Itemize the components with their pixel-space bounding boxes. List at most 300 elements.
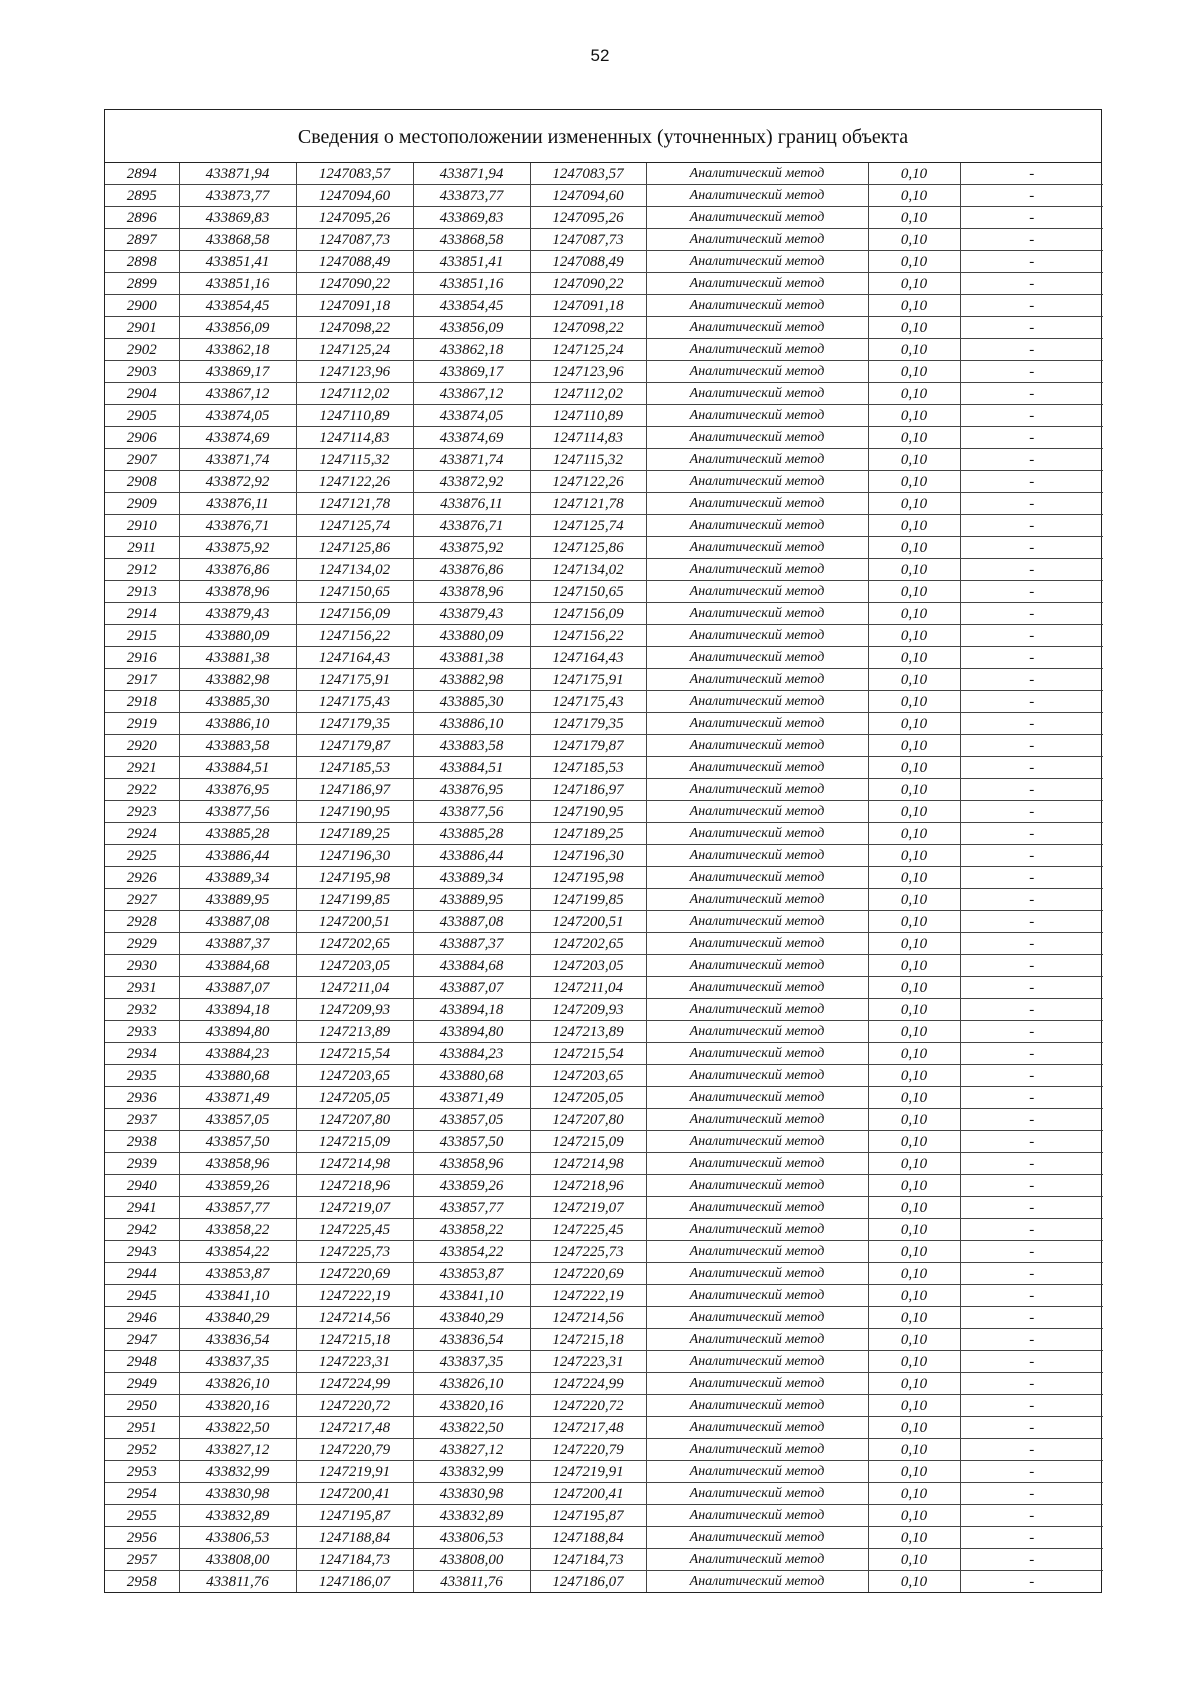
y-new-cell: 1247122,26 bbox=[530, 471, 646, 493]
accuracy-cell: 0,10 bbox=[868, 1571, 960, 1593]
point-number-cell: 2946 bbox=[105, 1307, 179, 1329]
x-old-cell: 433808,00 bbox=[179, 1549, 296, 1571]
method-cell: Аналитический метод bbox=[646, 163, 868, 185]
table-row bbox=[105, 999, 1103, 1021]
x-old-cell: 433871,49 bbox=[179, 1087, 296, 1109]
table-body bbox=[105, 163, 1103, 1592]
method-cell: Аналитический метод bbox=[646, 1329, 868, 1351]
y-old-cell: 1247220,69 bbox=[296, 1263, 413, 1285]
accuracy-cell: 0,10 bbox=[868, 625, 960, 647]
accuracy-cell: 0,10 bbox=[868, 251, 960, 273]
y-old-cell: 1247202,65 bbox=[296, 933, 413, 955]
accuracy-cell: 0,10 bbox=[868, 801, 960, 823]
x-old-cell: 433857,05 bbox=[179, 1109, 296, 1131]
point-number-cell: 2933 bbox=[105, 1021, 179, 1043]
table-row bbox=[105, 581, 1103, 603]
y-new-cell: 1247125,86 bbox=[530, 537, 646, 559]
description-cell: - bbox=[960, 801, 1103, 823]
x-old-cell: 433887,08 bbox=[179, 911, 296, 933]
point-number-cell: 2901 bbox=[105, 317, 179, 339]
table-row bbox=[105, 1241, 1103, 1263]
x-new-cell: 433832,99 bbox=[413, 1461, 530, 1483]
method-cell: Аналитический метод bbox=[646, 801, 868, 823]
y-new-cell: 1247112,02 bbox=[530, 383, 646, 405]
method-cell: Аналитический метод bbox=[646, 361, 868, 383]
point-number-cell: 2930 bbox=[105, 955, 179, 977]
y-old-cell: 1247209,93 bbox=[296, 999, 413, 1021]
y-old-cell: 1247175,91 bbox=[296, 669, 413, 691]
accuracy-cell: 0,10 bbox=[868, 889, 960, 911]
y-new-cell: 1247150,65 bbox=[530, 581, 646, 603]
table-row bbox=[105, 273, 1103, 295]
description-cell: - bbox=[960, 1417, 1103, 1439]
x-new-cell: 433879,43 bbox=[413, 603, 530, 625]
point-number-cell: 2957 bbox=[105, 1549, 179, 1571]
x-old-cell: 433887,37 bbox=[179, 933, 296, 955]
method-cell: Аналитический метод bbox=[646, 1219, 868, 1241]
x-old-cell: 433840,29 bbox=[179, 1307, 296, 1329]
accuracy-cell: 0,10 bbox=[868, 449, 960, 471]
accuracy-cell: 0,10 bbox=[868, 1417, 960, 1439]
x-new-cell: 433894,18 bbox=[413, 999, 530, 1021]
point-number-cell: 2952 bbox=[105, 1439, 179, 1461]
accuracy-cell: 0,10 bbox=[868, 471, 960, 493]
accuracy-cell: 0,10 bbox=[868, 955, 960, 977]
y-new-cell: 1247095,26 bbox=[530, 207, 646, 229]
point-number-cell: 2947 bbox=[105, 1329, 179, 1351]
description-cell: - bbox=[960, 1131, 1103, 1153]
y-new-cell: 1247217,48 bbox=[530, 1417, 646, 1439]
y-old-cell: 1247199,85 bbox=[296, 889, 413, 911]
x-new-cell: 433887,07 bbox=[413, 977, 530, 999]
accuracy-cell: 0,10 bbox=[868, 735, 960, 757]
accuracy-cell: 0,10 bbox=[868, 933, 960, 955]
y-old-cell: 1247125,24 bbox=[296, 339, 413, 361]
accuracy-cell: 0,10 bbox=[868, 185, 960, 207]
accuracy-cell: 0,10 bbox=[868, 1483, 960, 1505]
x-old-cell: 433871,74 bbox=[179, 449, 296, 471]
x-new-cell: 433887,37 bbox=[413, 933, 530, 955]
accuracy-cell: 0,10 bbox=[868, 1549, 960, 1571]
point-number-cell: 2916 bbox=[105, 647, 179, 669]
method-cell: Аналитический метод bbox=[646, 1263, 868, 1285]
accuracy-cell: 0,10 bbox=[868, 1219, 960, 1241]
table-row bbox=[105, 1417, 1103, 1439]
point-number-cell: 2903 bbox=[105, 361, 179, 383]
table-row bbox=[105, 1197, 1103, 1219]
description-cell: - bbox=[960, 999, 1103, 1021]
y-old-cell: 1247211,04 bbox=[296, 977, 413, 999]
point-number-cell: 2915 bbox=[105, 625, 179, 647]
method-cell: Аналитический метод bbox=[646, 757, 868, 779]
x-new-cell: 433871,94 bbox=[413, 163, 530, 185]
x-old-cell: 433867,12 bbox=[179, 383, 296, 405]
table-row bbox=[105, 493, 1103, 515]
y-old-cell: 1247122,26 bbox=[296, 471, 413, 493]
point-number-cell: 2914 bbox=[105, 603, 179, 625]
table-row bbox=[105, 1153, 1103, 1175]
x-old-cell: 433885,28 bbox=[179, 823, 296, 845]
x-old-cell: 433857,77 bbox=[179, 1197, 296, 1219]
point-number-cell: 2917 bbox=[105, 669, 179, 691]
method-cell: Аналитический метод bbox=[646, 515, 868, 537]
x-new-cell: 433858,22 bbox=[413, 1219, 530, 1241]
boundary-table-frame bbox=[104, 109, 1102, 1593]
x-old-cell: 433836,54 bbox=[179, 1329, 296, 1351]
y-new-cell: 1247164,43 bbox=[530, 647, 646, 669]
description-cell: - bbox=[960, 251, 1103, 273]
description-cell: - bbox=[960, 383, 1103, 405]
x-new-cell: 433894,80 bbox=[413, 1021, 530, 1043]
y-new-cell: 1247186,07 bbox=[530, 1571, 646, 1593]
table-row bbox=[105, 691, 1103, 713]
accuracy-cell: 0,10 bbox=[868, 339, 960, 361]
accuracy-cell: 0,10 bbox=[868, 537, 960, 559]
x-new-cell: 433820,16 bbox=[413, 1395, 530, 1417]
y-old-cell: 1247179,87 bbox=[296, 735, 413, 757]
x-old-cell: 433851,16 bbox=[179, 273, 296, 295]
table-row bbox=[105, 779, 1103, 801]
point-number-cell: 2913 bbox=[105, 581, 179, 603]
accuracy-cell: 0,10 bbox=[868, 1329, 960, 1351]
x-old-cell: 433883,58 bbox=[179, 735, 296, 757]
method-cell: Аналитический метод bbox=[646, 977, 868, 999]
method-cell: Аналитический метод bbox=[646, 1461, 868, 1483]
description-cell: - bbox=[960, 449, 1103, 471]
point-number-cell: 2921 bbox=[105, 757, 179, 779]
table-row bbox=[105, 1065, 1103, 1087]
table-row bbox=[105, 339, 1103, 361]
description-cell: - bbox=[960, 493, 1103, 515]
x-old-cell: 433837,35 bbox=[179, 1351, 296, 1373]
point-number-cell: 2909 bbox=[105, 493, 179, 515]
table-row bbox=[105, 933, 1103, 955]
x-old-cell: 433885,30 bbox=[179, 691, 296, 713]
method-cell: Аналитический метод bbox=[646, 1483, 868, 1505]
description-cell: - bbox=[960, 185, 1103, 207]
method-cell: Аналитический метод bbox=[646, 537, 868, 559]
y-new-cell: 1247190,95 bbox=[530, 801, 646, 823]
y-old-cell: 1247205,05 bbox=[296, 1087, 413, 1109]
y-new-cell: 1247087,73 bbox=[530, 229, 646, 251]
y-new-cell: 1247110,89 bbox=[530, 405, 646, 427]
x-new-cell: 433885,28 bbox=[413, 823, 530, 845]
x-old-cell: 433830,98 bbox=[179, 1483, 296, 1505]
description-cell: - bbox=[960, 1307, 1103, 1329]
accuracy-cell: 0,10 bbox=[868, 1175, 960, 1197]
table-row bbox=[105, 735, 1103, 757]
description-cell: - bbox=[960, 405, 1103, 427]
y-old-cell: 1247219,07 bbox=[296, 1197, 413, 1219]
y-old-cell: 1247220,79 bbox=[296, 1439, 413, 1461]
description-cell: - bbox=[960, 1021, 1103, 1043]
description-cell: - bbox=[960, 1505, 1103, 1527]
y-old-cell: 1247083,57 bbox=[296, 163, 413, 185]
y-old-cell: 1247214,98 bbox=[296, 1153, 413, 1175]
y-new-cell: 1247083,57 bbox=[530, 163, 646, 185]
accuracy-cell: 0,10 bbox=[868, 1307, 960, 1329]
accuracy-cell: 0,10 bbox=[868, 427, 960, 449]
x-new-cell: 433871,49 bbox=[413, 1087, 530, 1109]
y-new-cell: 1247094,60 bbox=[530, 185, 646, 207]
x-new-cell: 433875,92 bbox=[413, 537, 530, 559]
method-cell: Аналитический метод bbox=[646, 735, 868, 757]
y-new-cell: 1247215,54 bbox=[530, 1043, 646, 1065]
x-new-cell: 433881,38 bbox=[413, 647, 530, 669]
accuracy-cell: 0,10 bbox=[868, 823, 960, 845]
y-old-cell: 1247224,99 bbox=[296, 1373, 413, 1395]
description-cell: - bbox=[960, 1439, 1103, 1461]
y-old-cell: 1247203,65 bbox=[296, 1065, 413, 1087]
x-new-cell: 433867,12 bbox=[413, 383, 530, 405]
x-new-cell: 433877,56 bbox=[413, 801, 530, 823]
point-number-cell: 2953 bbox=[105, 1461, 179, 1483]
x-new-cell: 433808,00 bbox=[413, 1549, 530, 1571]
table-row bbox=[105, 1109, 1103, 1131]
y-new-cell: 1247088,49 bbox=[530, 251, 646, 273]
point-number-cell: 2925 bbox=[105, 845, 179, 867]
table-row bbox=[105, 1219, 1103, 1241]
y-old-cell: 1247195,98 bbox=[296, 867, 413, 889]
table-row bbox=[105, 669, 1103, 691]
method-cell: Аналитический метод bbox=[646, 955, 868, 977]
x-new-cell: 433859,26 bbox=[413, 1175, 530, 1197]
point-number-cell: 2926 bbox=[105, 867, 179, 889]
table-title: Сведения о местоположении измененных (уточненных) границ объекта bbox=[105, 110, 1101, 163]
point-number-cell: 2945 bbox=[105, 1285, 179, 1307]
accuracy-cell: 0,10 bbox=[868, 1505, 960, 1527]
point-number-cell: 2943 bbox=[105, 1241, 179, 1263]
description-cell: - bbox=[960, 1263, 1103, 1285]
x-new-cell: 433887,08 bbox=[413, 911, 530, 933]
coordinates-table bbox=[105, 163, 1103, 1592]
x-old-cell: 433822,50 bbox=[179, 1417, 296, 1439]
x-old-cell: 433832,89 bbox=[179, 1505, 296, 1527]
table-row bbox=[105, 317, 1103, 339]
y-new-cell: 1247203,65 bbox=[530, 1065, 646, 1087]
accuracy-cell: 0,10 bbox=[868, 163, 960, 185]
x-new-cell: 433832,89 bbox=[413, 1505, 530, 1527]
y-new-cell: 1247225,73 bbox=[530, 1241, 646, 1263]
point-number-cell: 2940 bbox=[105, 1175, 179, 1197]
point-number-cell: 2923 bbox=[105, 801, 179, 823]
x-new-cell: 433830,98 bbox=[413, 1483, 530, 1505]
y-old-cell: 1247088,49 bbox=[296, 251, 413, 273]
y-old-cell: 1247110,89 bbox=[296, 405, 413, 427]
method-cell: Аналитический метод bbox=[646, 1065, 868, 1087]
point-number-cell: 2919 bbox=[105, 713, 179, 735]
y-new-cell: 1247199,85 bbox=[530, 889, 646, 911]
table-row bbox=[105, 537, 1103, 559]
x-new-cell: 433851,41 bbox=[413, 251, 530, 273]
accuracy-cell: 0,10 bbox=[868, 1285, 960, 1307]
table-row bbox=[105, 207, 1103, 229]
point-number-cell: 2902 bbox=[105, 339, 179, 361]
table-row bbox=[105, 515, 1103, 537]
accuracy-cell: 0,10 bbox=[868, 713, 960, 735]
x-new-cell: 433854,22 bbox=[413, 1241, 530, 1263]
y-new-cell: 1247115,32 bbox=[530, 449, 646, 471]
accuracy-cell: 0,10 bbox=[868, 515, 960, 537]
x-new-cell: 433857,77 bbox=[413, 1197, 530, 1219]
y-new-cell: 1247189,25 bbox=[530, 823, 646, 845]
x-old-cell: 433841,10 bbox=[179, 1285, 296, 1307]
x-new-cell: 433884,68 bbox=[413, 955, 530, 977]
point-number-cell: 2958 bbox=[105, 1571, 179, 1593]
y-new-cell: 1247220,72 bbox=[530, 1395, 646, 1417]
point-number-cell: 2904 bbox=[105, 383, 179, 405]
y-new-cell: 1247219,91 bbox=[530, 1461, 646, 1483]
y-old-cell: 1247214,56 bbox=[296, 1307, 413, 1329]
x-new-cell: 433811,76 bbox=[413, 1571, 530, 1593]
point-number-cell: 2918 bbox=[105, 691, 179, 713]
point-number-cell: 2956 bbox=[105, 1527, 179, 1549]
method-cell: Аналитический метод bbox=[646, 1307, 868, 1329]
point-number-cell: 2900 bbox=[105, 295, 179, 317]
point-number-cell: 2922 bbox=[105, 779, 179, 801]
x-new-cell: 433874,69 bbox=[413, 427, 530, 449]
y-new-cell: 1247220,69 bbox=[530, 1263, 646, 1285]
method-cell: Аналитический метод bbox=[646, 1131, 868, 1153]
y-new-cell: 1247203,05 bbox=[530, 955, 646, 977]
x-old-cell: 433858,22 bbox=[179, 1219, 296, 1241]
y-new-cell: 1247188,84 bbox=[530, 1527, 646, 1549]
x-old-cell: 433826,10 bbox=[179, 1373, 296, 1395]
y-new-cell: 1247215,09 bbox=[530, 1131, 646, 1153]
method-cell: Аналитический метод bbox=[646, 1395, 868, 1417]
description-cell: - bbox=[960, 339, 1103, 361]
method-cell: Аналитический метод bbox=[646, 449, 868, 471]
y-old-cell: 1247203,05 bbox=[296, 955, 413, 977]
y-new-cell: 1247202,65 bbox=[530, 933, 646, 955]
table-row bbox=[105, 1263, 1103, 1285]
x-old-cell: 433806,53 bbox=[179, 1527, 296, 1549]
description-cell: - bbox=[960, 911, 1103, 933]
y-new-cell: 1247175,43 bbox=[530, 691, 646, 713]
y-old-cell: 1247217,48 bbox=[296, 1417, 413, 1439]
y-new-cell: 1247213,89 bbox=[530, 1021, 646, 1043]
method-cell: Аналитический метод bbox=[646, 1417, 868, 1439]
table-row bbox=[105, 1285, 1103, 1307]
x-old-cell: 433854,45 bbox=[179, 295, 296, 317]
point-number-cell: 2912 bbox=[105, 559, 179, 581]
accuracy-cell: 0,10 bbox=[868, 1241, 960, 1263]
x-new-cell: 433889,34 bbox=[413, 867, 530, 889]
y-old-cell: 1247225,45 bbox=[296, 1219, 413, 1241]
x-old-cell: 433876,11 bbox=[179, 493, 296, 515]
x-old-cell: 433880,09 bbox=[179, 625, 296, 647]
x-new-cell: 433872,92 bbox=[413, 471, 530, 493]
accuracy-cell: 0,10 bbox=[868, 757, 960, 779]
x-new-cell: 433878,96 bbox=[413, 581, 530, 603]
y-new-cell: 1247215,18 bbox=[530, 1329, 646, 1351]
table-row bbox=[105, 361, 1103, 383]
x-new-cell: 433851,16 bbox=[413, 273, 530, 295]
y-old-cell: 1247095,26 bbox=[296, 207, 413, 229]
method-cell: Аналитический метод bbox=[646, 1043, 868, 1065]
point-number-cell: 2942 bbox=[105, 1219, 179, 1241]
accuracy-cell: 0,10 bbox=[868, 1109, 960, 1131]
y-new-cell: 1247214,56 bbox=[530, 1307, 646, 1329]
method-cell: Аналитический метод bbox=[646, 625, 868, 647]
description-cell: - bbox=[960, 317, 1103, 339]
method-cell: Аналитический метод bbox=[646, 383, 868, 405]
x-old-cell: 433875,92 bbox=[179, 537, 296, 559]
table-row bbox=[105, 1329, 1103, 1351]
page-number: 52 bbox=[590, 46, 610, 65]
description-cell: - bbox=[960, 647, 1103, 669]
x-old-cell: 433887,07 bbox=[179, 977, 296, 999]
method-cell: Аналитический метод bbox=[646, 207, 868, 229]
y-new-cell: 1247211,04 bbox=[530, 977, 646, 999]
x-new-cell: 433854,45 bbox=[413, 295, 530, 317]
y-old-cell: 1247091,18 bbox=[296, 295, 413, 317]
x-old-cell: 433859,26 bbox=[179, 1175, 296, 1197]
x-new-cell: 433876,95 bbox=[413, 779, 530, 801]
accuracy-cell: 0,10 bbox=[868, 1043, 960, 1065]
table-row bbox=[105, 559, 1103, 581]
x-old-cell: 433853,87 bbox=[179, 1263, 296, 1285]
x-old-cell: 433877,56 bbox=[179, 801, 296, 823]
accuracy-cell: 0,10 bbox=[868, 1461, 960, 1483]
accuracy-cell: 0,10 bbox=[868, 647, 960, 669]
method-cell: Аналитический метод bbox=[646, 1087, 868, 1109]
x-old-cell: 433874,69 bbox=[179, 427, 296, 449]
y-new-cell: 1247179,35 bbox=[530, 713, 646, 735]
method-cell: Аналитический метод bbox=[646, 273, 868, 295]
point-number-cell: 2950 bbox=[105, 1395, 179, 1417]
y-old-cell: 1247125,74 bbox=[296, 515, 413, 537]
x-old-cell: 433872,92 bbox=[179, 471, 296, 493]
table-row bbox=[105, 185, 1103, 207]
x-new-cell: 433857,05 bbox=[413, 1109, 530, 1131]
description-cell: - bbox=[960, 823, 1103, 845]
method-cell: Аналитический метод bbox=[646, 713, 868, 735]
x-new-cell: 433836,54 bbox=[413, 1329, 530, 1351]
y-new-cell: 1247134,02 bbox=[530, 559, 646, 581]
x-old-cell: 433884,68 bbox=[179, 955, 296, 977]
x-new-cell: 433886,44 bbox=[413, 845, 530, 867]
y-old-cell: 1247184,73 bbox=[296, 1549, 413, 1571]
accuracy-cell: 0,10 bbox=[868, 977, 960, 999]
description-cell: - bbox=[960, 933, 1103, 955]
table-row bbox=[105, 603, 1103, 625]
description-cell: - bbox=[960, 603, 1103, 625]
accuracy-cell: 0,10 bbox=[868, 1153, 960, 1175]
y-new-cell: 1247090,22 bbox=[530, 273, 646, 295]
y-new-cell: 1247156,09 bbox=[530, 603, 646, 625]
table-row bbox=[105, 845, 1103, 867]
x-old-cell: 433876,86 bbox=[179, 559, 296, 581]
description-cell: - bbox=[960, 295, 1103, 317]
method-cell: Аналитический метод bbox=[646, 493, 868, 515]
point-number-cell: 2908 bbox=[105, 471, 179, 493]
description-cell: - bbox=[960, 1087, 1103, 1109]
x-new-cell: 433882,98 bbox=[413, 669, 530, 691]
description-cell: - bbox=[960, 867, 1103, 889]
method-cell: Аналитический метод bbox=[646, 1109, 868, 1131]
point-number-cell: 2924 bbox=[105, 823, 179, 845]
description-cell: - bbox=[960, 229, 1103, 251]
y-new-cell: 1247222,19 bbox=[530, 1285, 646, 1307]
description-cell: - bbox=[960, 845, 1103, 867]
table-row bbox=[105, 647, 1103, 669]
point-number-cell: 2894 bbox=[105, 163, 179, 185]
accuracy-cell: 0,10 bbox=[868, 1527, 960, 1549]
accuracy-cell: 0,10 bbox=[868, 1087, 960, 1109]
point-number-cell: 2932 bbox=[105, 999, 179, 1021]
point-number-cell: 2927 bbox=[105, 889, 179, 911]
